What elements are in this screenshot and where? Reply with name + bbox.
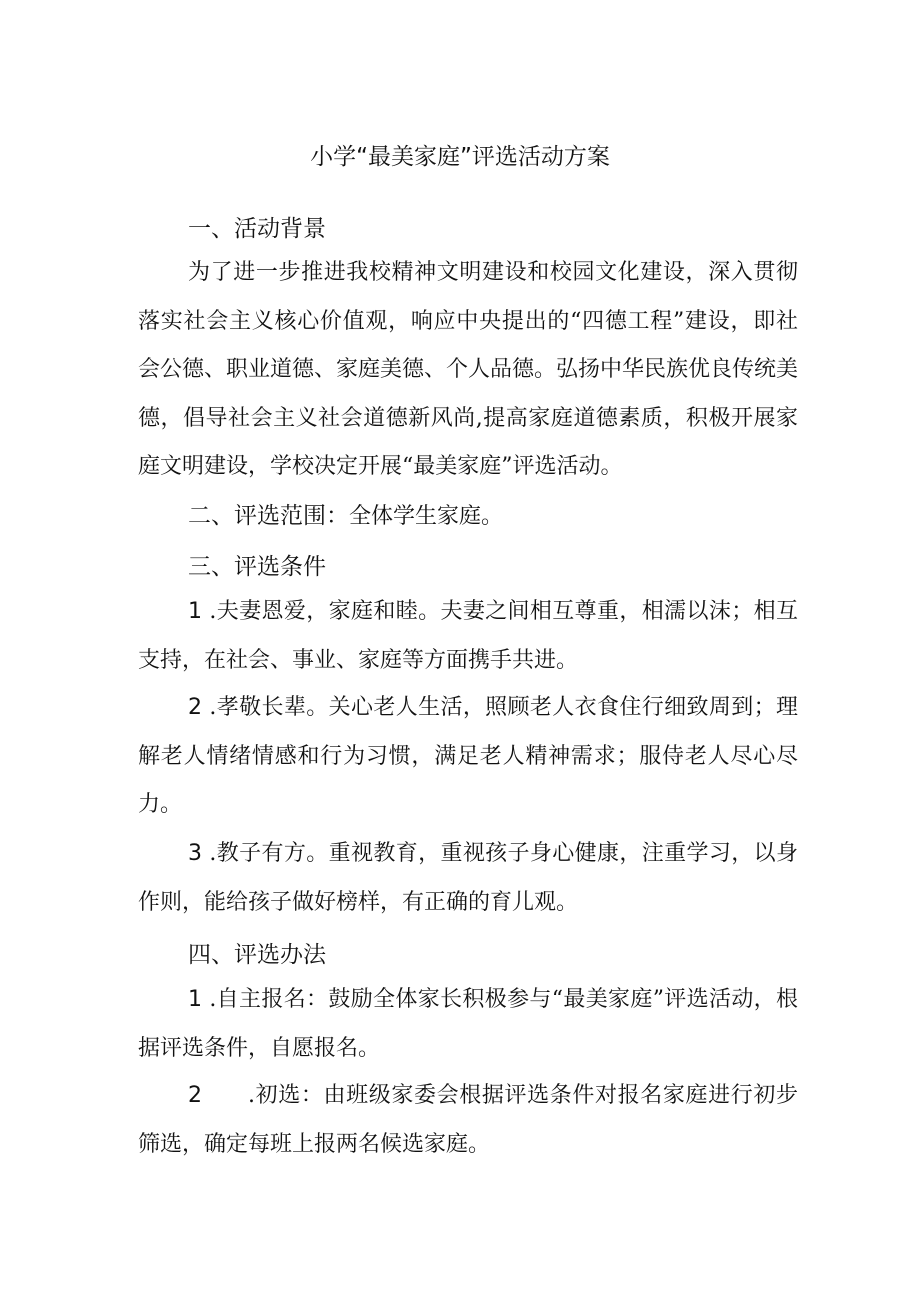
document-title: 小学“最美家庭”评选活动方案 (310, 144, 610, 170)
section-heading-scope: 二、评选范围： (188, 503, 349, 529)
item-text: .孝敬长辈。关心老人生活，照顾老人衣食住行细致周到；理解老人情绪情感和行为习惯，满足老人精神需求；服侍老人尽心尽力。 (138, 695, 798, 817)
item-number: 3 (188, 841, 202, 866)
scope-text: 全体学生家庭。 (349, 504, 504, 529)
item-text: .教子有方。重视教育，重视孩子身心健康，注重学习，以身作则，能给孩子做好榜样，有正确的育儿观。 (138, 841, 798, 915)
section-heading-background: 一、活动背景 (188, 216, 326, 242)
criteria-item (138, 830, 798, 927)
method-item (138, 976, 798, 1073)
item-number: 1 (188, 987, 202, 1012)
background-paragraph: 为了进一步推进我校精神文明建设和校园文化建设，深入贯彻落实社会主义核心价值观，响应中央提出的“四德工程”建设，即社会公德、职业道德、家庭美德、个人品德。弘扬中华民族优良传统美德，倡导社会主义社会道德新风尚,提高家庭道德素质，积极开展家庭文明建设，学校决定开展“最美家庭”评选活动。 (138, 260, 799, 479)
item-text: .自主报名：鼓励全体家长积极参与“最美家庭”评选活动，根据评选条件，自愿报名。 (138, 987, 798, 1061)
item-text: .初选：由班级家委会根据评选条件对报名家庭进行初步筛选，确定每班上报两名候选家庭。 (138, 1083, 798, 1157)
section-heading-method: 四、评选办法 (188, 942, 326, 968)
section-heading-criteria: 三、评选条件 (188, 554, 326, 580)
criteria-item (138, 684, 798, 830)
scope-paragraph (138, 492, 798, 542)
criteria-item (138, 588, 798, 685)
method-item (138, 1072, 798, 1169)
item-text: .夫妻恩爱，家庭和睦。夫妻之间相互尊重，相濡以沫；相互支持，在社会、事业、家庭等方面携手共进。 (138, 599, 798, 673)
item-number: 1 (188, 599, 202, 624)
item-number: 2 (188, 1083, 202, 1108)
item-number: 2 (188, 695, 202, 720)
